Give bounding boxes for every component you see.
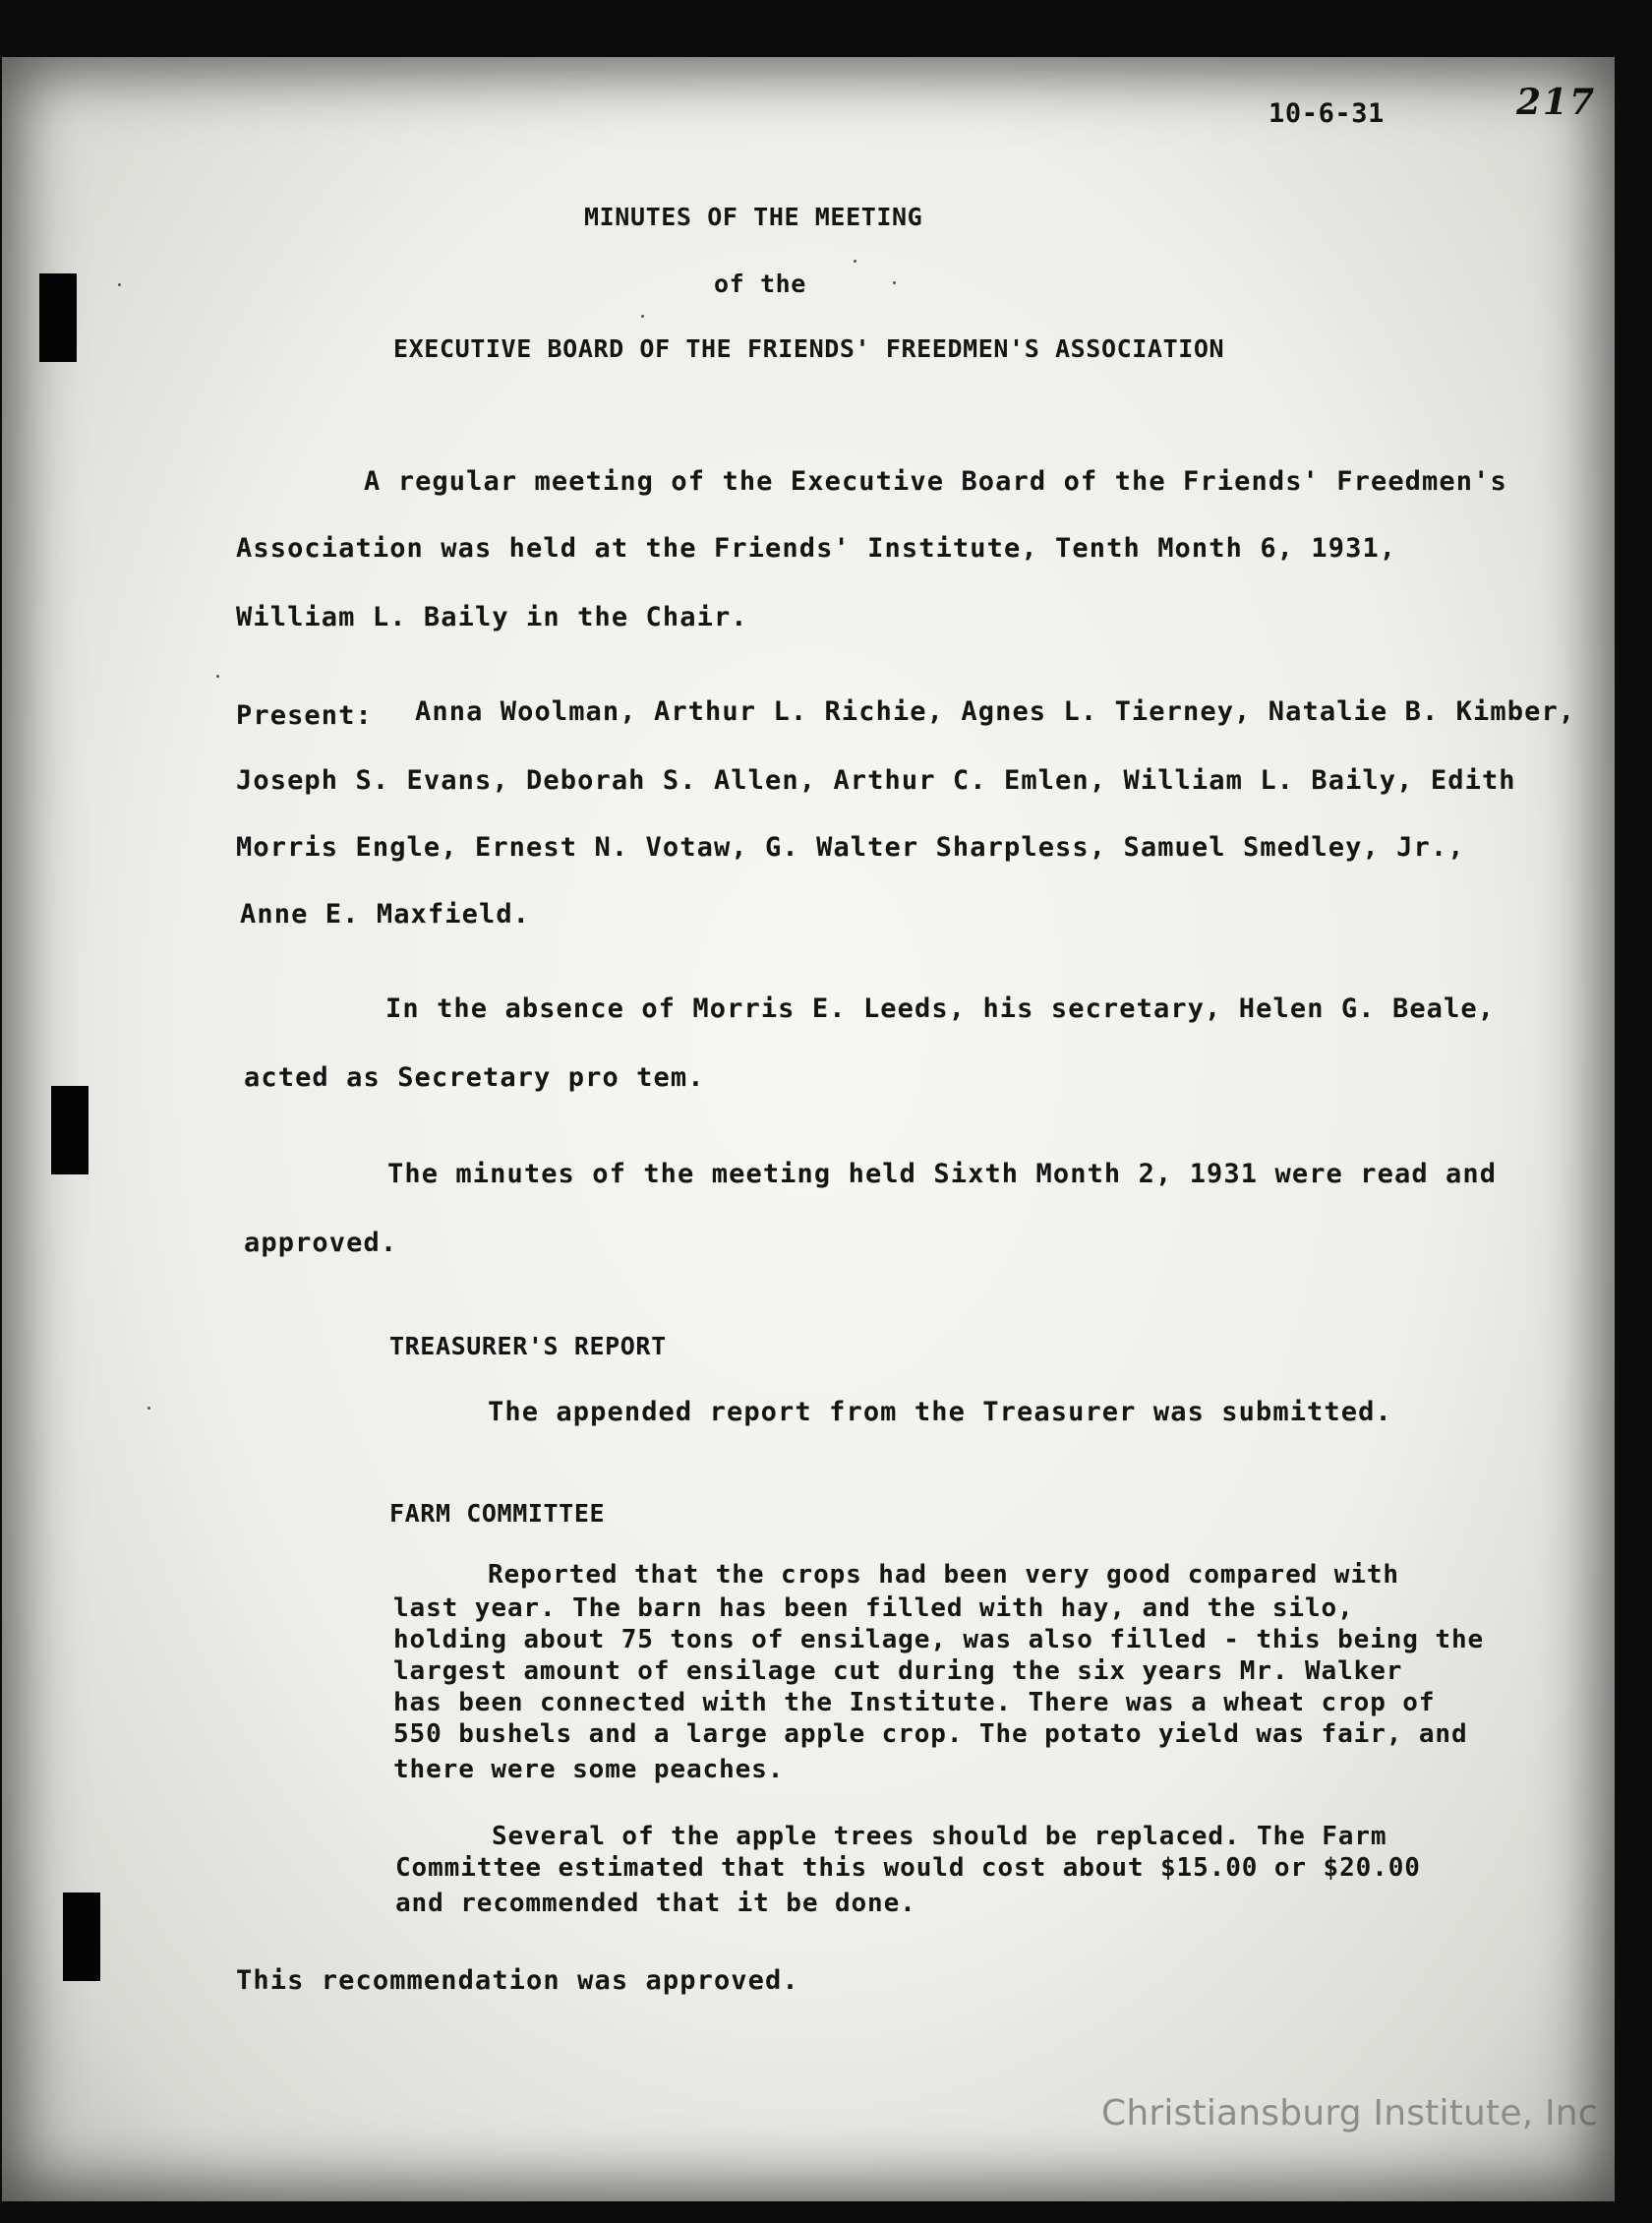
farm-para2-line-1: Several of the apple trees should be replaced. The Farm: [492, 1822, 1387, 1851]
document-page: [2, 57, 1615, 2201]
title-line-2: of the: [714, 270, 806, 298]
present-line-1: Anna Woolman, Arthur L. Richie, Agnes L. Tierney, Natalie B. Kimber,: [415, 696, 1576, 727]
speck: [118, 283, 121, 286]
speck: [893, 281, 896, 284]
minutes-line-1: The minutes of the meeting held Sixth Month 2, 1931 were read and: [387, 1159, 1498, 1189]
treasurer-heading: TREASURER'S REPORT: [389, 1332, 667, 1360]
farm-approval: This recommendation was approved.: [236, 1965, 799, 1996]
present-line-2: Joseph S. Evans, Deborah S. Allen, Arthur C. Emlen, William L. Baily, Edith: [236, 765, 1516, 796]
speck: [854, 260, 856, 263]
speck: [148, 1407, 150, 1410]
farm-para1-line-1: Reported that the crops had been very good compared with: [488, 1560, 1399, 1590]
present-label: Present:: [236, 700, 373, 731]
secretary-line-1: In the absence of Morris E. Leeds, his secretary, Helen G. Beale,: [385, 993, 1496, 1024]
present-line-3: Morris Engle, Ernest N. Votaw, G. Walter Sharpless, Samuel Smedley, Jr.,: [236, 832, 1465, 863]
intro-line-1: A regular meeting of the Executive Board of the Friends' Freedmen's: [364, 466, 1507, 497]
farm-heading: FARM COMMITTEE: [389, 1499, 606, 1528]
watermark: Christiansburg Institute, Inc: [1101, 2093, 1598, 2133]
treasurer-text: The appended report from the Treasurer was submitted.: [488, 1397, 1392, 1427]
farm-para2-line-3: and recommended that it be done.: [395, 1889, 916, 1918]
binder-hole-mark-bottom: [63, 1893, 100, 1981]
binder-hole-mark-middle: [51, 1086, 88, 1174]
farm-para1-line-3: holding about 75 tons of ensilage, was also filled - this being the: [393, 1625, 1485, 1654]
title-line-1: MINUTES OF THE MEETING: [584, 203, 923, 231]
farm-para1-line-6: 550 bushels and a large apple crop. The potato yield was fair, and: [393, 1719, 1468, 1749]
secretary-line-2: acted as Secretary pro tem.: [244, 1062, 705, 1093]
speck: [216, 675, 219, 678]
page-number: 217: [1516, 82, 1597, 123]
farm-para1-line-5: has been connected with the Institute. There was a wheat crop of: [393, 1688, 1436, 1717]
speck: [641, 315, 644, 318]
title-line-3: EXECUTIVE BOARD OF THE FRIENDS' FREEDMEN'S ASSOCIATION: [393, 334, 1225, 363]
farm-para1-line-4: largest amount of ensilage cut during the six years Mr. Walker: [393, 1656, 1403, 1686]
farm-para1-line-7: there were some peaches.: [393, 1755, 785, 1784]
farm-para2-line-2: Committee estimated that this would cost about $15.00 or $20.00: [395, 1853, 1421, 1883]
present-line-4: Anne E. Maxfield.: [240, 899, 531, 930]
intro-line-2: Association was held at the Friends' Institute, Tenth Month 6, 1931,: [236, 533, 1397, 564]
minutes-line-2: approved.: [244, 1228, 398, 1258]
farm-para1-line-2: last year. The barn has been filled with hay, and the silo,: [393, 1593, 1354, 1623]
intro-line-3: William L. Baily in the Chair.: [236, 602, 748, 632]
document-date: 10-6-31: [1268, 98, 1385, 129]
binder-hole-mark-top: [39, 273, 77, 362]
